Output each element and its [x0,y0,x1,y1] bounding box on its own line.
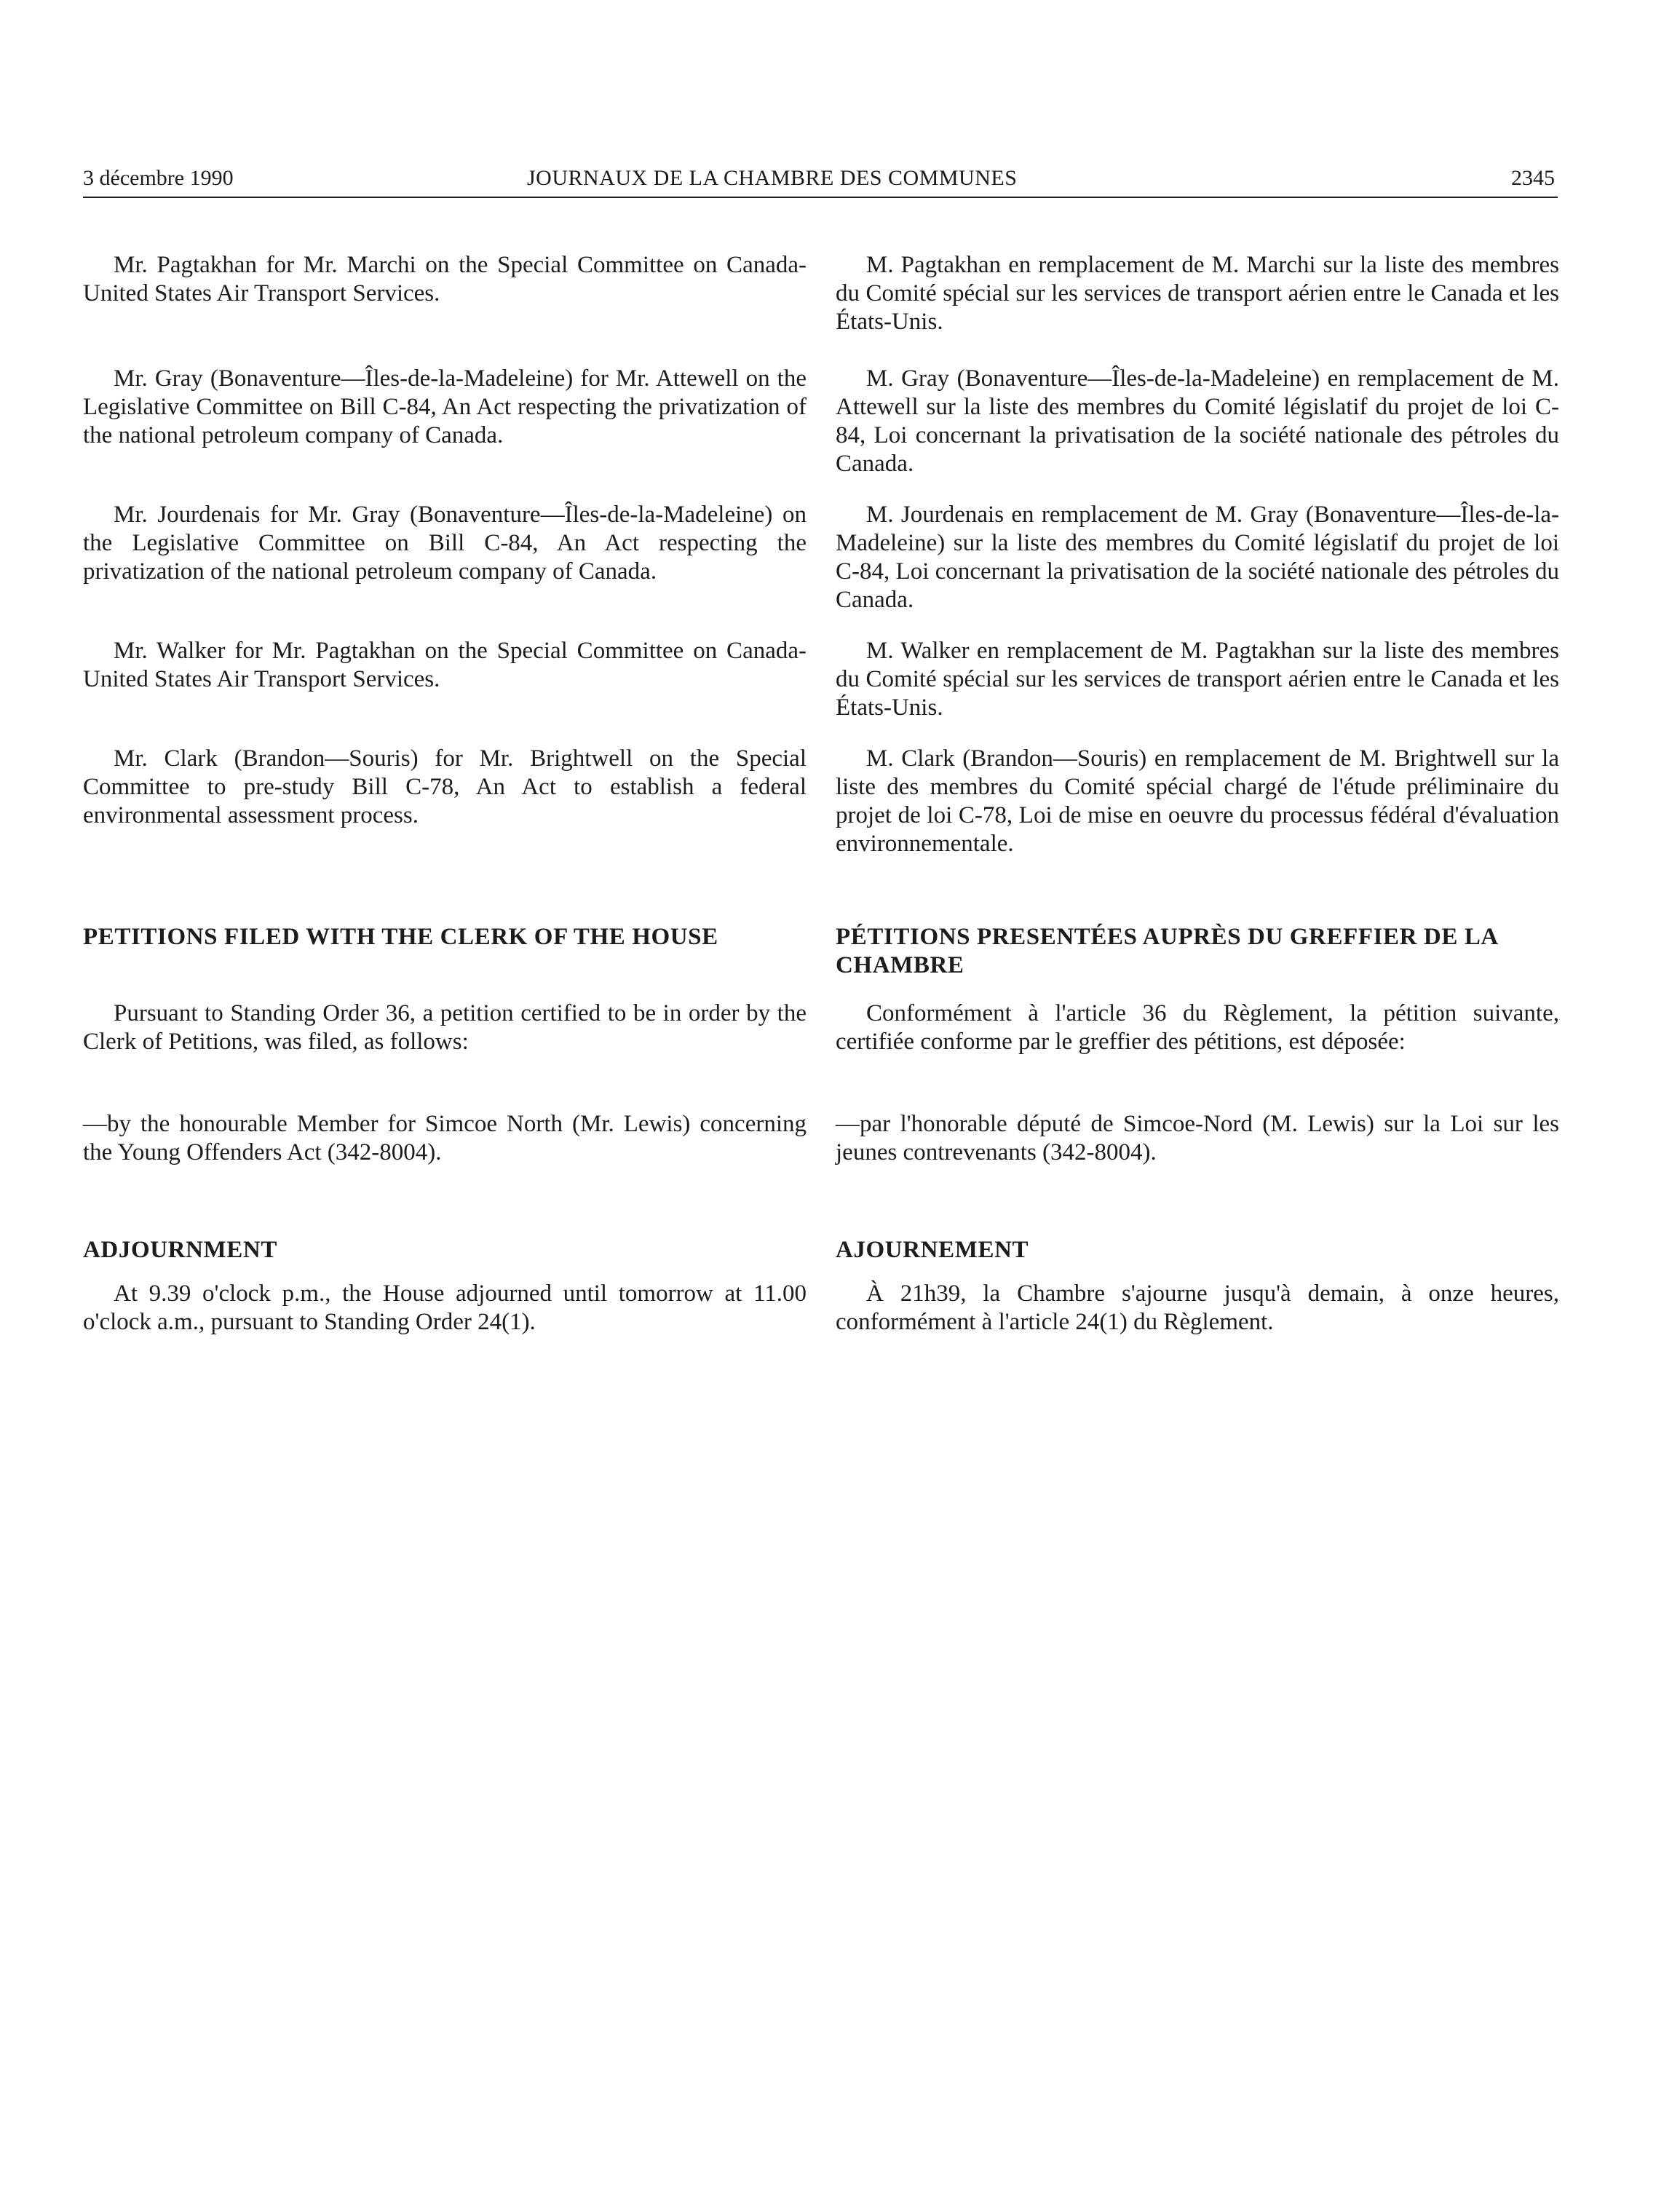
page-header [83,159,1558,198]
fr-petitions-intro: Conformément à l'article 36 du Règlement, la pétition suivante, certifiée conforme par le greffier des pétitions, est déposée: [836,1000,1559,1055]
fr-paragraph-4: M. Walker en remplacement de M. Pagtakhan sur la liste des membres du Comité spécial sur les services de transport aérien entre le Canada et les États-Unis. [836,638,1559,721]
en-paragraph-2: Mr. Gray (Bonaventure—Îles-de-la-Madeleine) for Mr. Attewell on the Legislative Committee on Bill C-84, An Act respecting the privatization of the national petroleum company of Canada. [83,365,807,448]
en-petitions-heading: PETITIONS FILED WITH THE CLERK OF THE HOUSE [83,924,718,950]
en-paragraph-1: Mr. Pagtakhan for Mr. Marchi on the Special Committee on Canada-United States Air Transport Services. [83,252,807,306]
fr-adjournment-heading: AJOURNEMENT [836,1237,1029,1263]
fr-paragraph-1: M. Pagtakhan en remplacement de M. Marchi sur la liste des membres du Comité spécial sur les services de transport aérien entre le Canada et les États-Unis. [836,252,1559,335]
header-date: 3 décembre 1990 [83,166,234,190]
en-paragraph-4: Mr. Walker for Mr. Pagtakhan on the Special Committee on Canada-United States Air Transport Services. [83,638,807,692]
en-paragraph-3: Mr. Jourdenais for Mr. Gray (Bonaventure—Îles-de-la-Madeleine) on the Legislative Committee on Bill C-84, An Act respecting the privatization of the national petroleum company of Canada. [83,502,807,585]
fr-petition-item: —par l'honorable député de Simcoe-Nord (M. Lewis) sur la Loi sur les jeunes contrevenants (342-8004). [836,1111,1559,1165]
fr-petitions-heading: PÉTITIONS PRESENTÉES AUPRÈS DU GREFFIER DE LA CHAMBRE [836,924,1498,978]
en-adjournment-text: At 9.39 o'clock p.m., the House adjourned until tomorrow at 11.00 o'clock a.m., pursuant to Standing Order 24(1). [83,1280,807,1335]
fr-adjournment-text: À 21h39, la Chambre s'ajourne jusqu'à demain, à onze heures, conformément à l'article 24(1) du Règlement. [836,1280,1559,1335]
page-number: 2345 [1511,166,1555,190]
en-adjournment-heading: ADJOURNMENT [83,1237,277,1263]
en-petition-item: —by the honourable Member for Simcoe North (Mr. Lewis) concerning the Young Offenders Act (342-8004). [83,1111,807,1165]
fr-paragraph-3: M. Jourdenais en remplacement de M. Gray (Bonaventure—Îles-de-la-Madeleine) sur la liste des membres du Comité législatif du projet de loi C-84, Loi concernant la privatisation de la société nationale des pétroles du Canada. [836,502,1559,613]
en-paragraph-5: Mr. Clark (Brandon—Souris) for Mr. Brightwell on the Special Committee to pre-study Bill C-78, An Act to establish a federal environmental assessment process. [83,745,807,828]
fr-paragraph-2: M. Gray (Bonaventure—Îles-de-la-Madeleine) en remplacement de M. Attewell sur la liste des membres du Comité législatif du projet de loi C-84, Loi concernant la privatisation de la société nationale des pétroles du Canada. [836,365,1559,477]
en-petitions-intro: Pursuant to Standing Order 36, a petition certified to be in order by the Clerk of Petitions, was filed, as follows: [83,1000,807,1055]
fr-paragraph-5: M. Clark (Brandon—Souris) en remplacement de M. Brightwell sur la liste des membres du Comité spécial chargé de l'étude préliminaire du projet de loi C-78, Loi de mise en oeuvre du processus fédéral d'évaluation environnementale. [836,745,1559,857]
header-title: JOURNAUX DE LA CHAMBRE DES COMMUNES [527,166,1018,190]
